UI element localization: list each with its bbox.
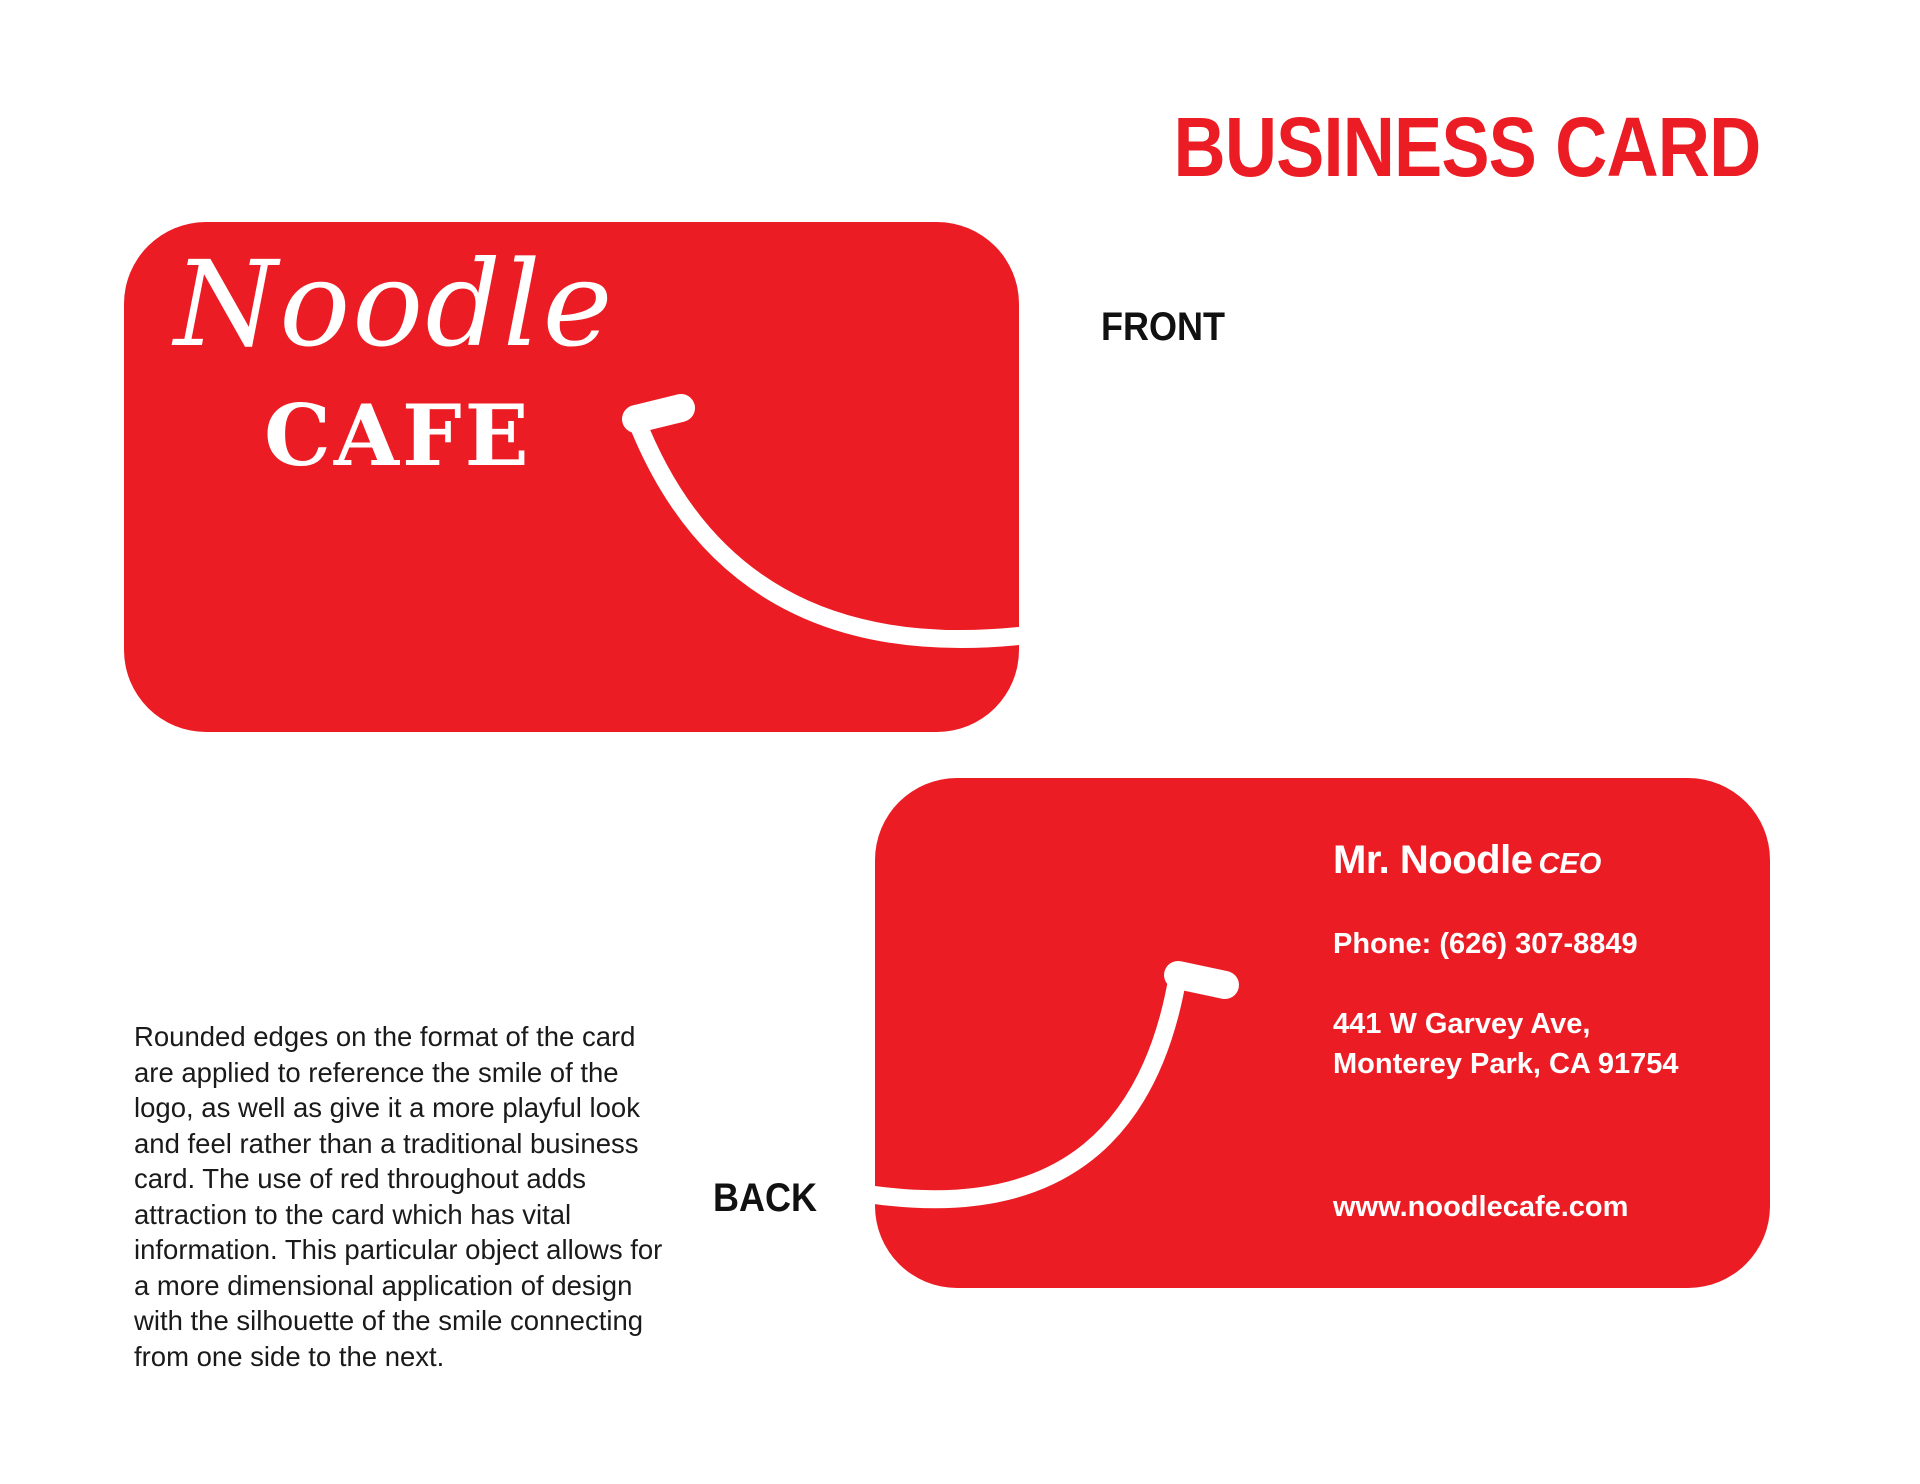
business-card-back: [875, 778, 1770, 1288]
person-title: CEO: [1538, 848, 1602, 880]
page-title: BUSINESS CARD: [1173, 100, 1760, 194]
back-label: BACK: [713, 1176, 817, 1220]
person-line: [1333, 838, 1601, 883]
front-label: FRONT: [1101, 305, 1225, 349]
address: [1333, 1004, 1678, 1084]
person-name: Mr. Noodle: [1333, 838, 1533, 882]
business-card-front: [124, 222, 1019, 732]
phone-number: Phone: (626) 307-8849: [1333, 928, 1638, 960]
address-line-1: 441 W Garvey Ave,: [1333, 1008, 1591, 1040]
design-description: Rounded edges on the format of the card are applied to reference the smile of the logo, as well as give it a more playful look and feel rather than a traditional business card. The use of red throughout adds attraction to the card which has vital information. This particular object allows for a more dimensional application of design with the silhouette of the smile connecting from one side to the next.: [134, 1021, 663, 1372]
logo-cafe-text: CAFE: [264, 386, 532, 485]
website-url: www.noodlecafe.com: [1333, 1191, 1629, 1223]
logo-noodle-script: Noodle: [174, 235, 615, 373]
address-line-2: Monterey Park, CA 91754: [1333, 1048, 1679, 1080]
